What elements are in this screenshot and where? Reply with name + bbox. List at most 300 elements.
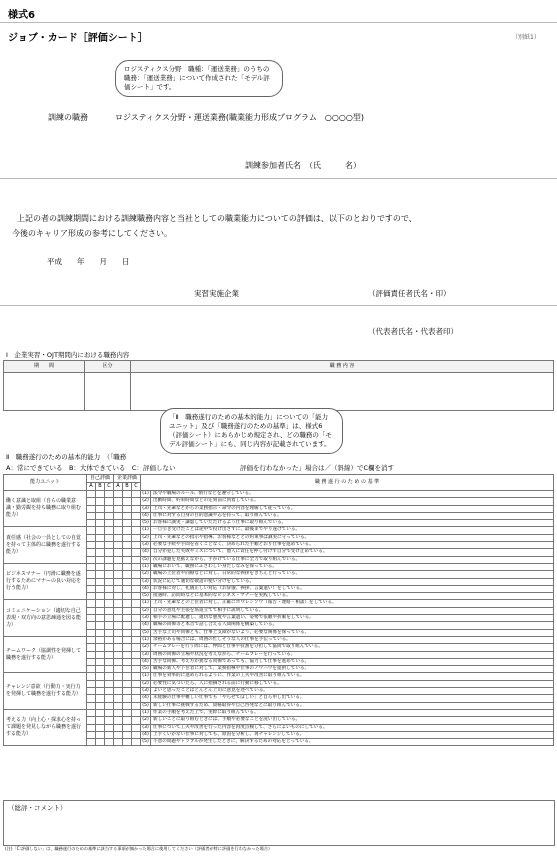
self-eval-cell[interactable]	[87, 695, 96, 702]
company-eval-cell[interactable]	[114, 615, 123, 622]
self-eval-cell[interactable]	[87, 542, 96, 549]
company-eval-cell[interactable]	[132, 651, 141, 658]
criteria-number: (2)	[142, 717, 149, 723]
company-eval-cell[interactable]	[123, 556, 132, 563]
self-eval-cell[interactable]	[96, 724, 105, 731]
self-b-header: B	[96, 483, 105, 491]
company-eval-cell[interactable]	[123, 651, 132, 658]
evaluation-scale: A：常にできている B：大体できている C：評価しない	[6, 464, 176, 472]
company-eval-cell[interactable]	[132, 607, 141, 614]
self-eval-cell[interactable]	[87, 636, 96, 643]
company-eval-cell[interactable]	[123, 724, 132, 731]
self-eval-cell[interactable]	[96, 688, 105, 695]
company-eval-cell[interactable]	[114, 505, 123, 512]
period-header: 期 間	[4, 361, 85, 373]
period-cell[interactable]	[4, 373, 85, 411]
self-eval-cell[interactable]	[105, 512, 114, 519]
table-row	[4, 629, 554, 636]
self-eval-cell[interactable]	[105, 731, 114, 738]
company-eval-cell[interactable]	[123, 520, 132, 527]
company-label: 実習実施企業	[194, 289, 239, 298]
criteria-number: (4)	[142, 549, 149, 555]
self-eval-cell[interactable]	[105, 563, 114, 570]
criteria-text: 仕事を効率的に進められるように、作業の工夫や改善に取り組んでいる。	[151, 673, 554, 680]
criteria-text: 仕事について工夫や改善を行った内容を再度点検して、さらによいものにしている。	[151, 724, 554, 731]
self-eval-cell[interactable]	[87, 571, 96, 578]
company-eval-cell[interactable]	[114, 629, 123, 636]
trainee-name-label: 訓練参加者氏名 （氏 名）	[245, 161, 361, 170]
table-row	[4, 520, 554, 527]
company-eval-cell[interactable]	[132, 498, 141, 505]
criteria-text: 状況に応じて適切な敬語の使い分けをしている。	[151, 578, 554, 585]
self-eval-cell[interactable]	[87, 549, 96, 556]
evaluator-label: （評価責任者氏名・印）	[368, 289, 451, 298]
self-eval-cell[interactable]	[87, 673, 96, 680]
job-label: 訓練の職務	[48, 113, 88, 122]
company-eval-cell[interactable]	[123, 673, 132, 680]
criteria-text: 仕事に対する自身の目的意識や志を持って、取り組んでいる。	[151, 512, 554, 519]
company-eval-cell[interactable]	[132, 731, 141, 738]
table-row	[4, 563, 554, 570]
self-eval-cell[interactable]	[105, 520, 114, 527]
self-eval-cell[interactable]	[96, 512, 105, 519]
criteria-number: (5)	[142, 520, 149, 526]
company-eval-cell[interactable]	[132, 658, 141, 665]
criteria-number: (2)	[142, 644, 149, 650]
company-eval-cell[interactable]	[132, 542, 141, 549]
company-eval-cell[interactable]	[132, 491, 141, 498]
company-eval-cell[interactable]	[114, 491, 123, 498]
self-eval-cell[interactable]	[96, 600, 105, 607]
section-2-instruction: 評価を行わなかった」場合は／（斜線）でC欄を消す	[240, 464, 395, 472]
self-eval-cell[interactable]	[96, 680, 105, 687]
company-eval-cell[interactable]	[114, 512, 123, 519]
company-eval-cell[interactable]	[114, 695, 123, 702]
table-row	[4, 644, 554, 651]
self-eval-cell[interactable]	[96, 658, 105, 665]
company-eval-cell[interactable]	[114, 556, 123, 563]
company-eval-cell[interactable]	[132, 556, 141, 563]
criteria-text: 職場の上位者や同僚などに対し、日常的な挨拶をきちんと行っている。	[151, 571, 554, 578]
criteria-number: (1)	[142, 636, 149, 642]
company-eval-cell[interactable]	[132, 644, 141, 651]
table-row	[4, 512, 554, 519]
job-value: ロジスティクス分野・運送業務(職業能力形成プログラム ○○○○型)	[115, 113, 364, 122]
table-row	[4, 542, 554, 549]
job-content-table	[3, 360, 554, 411]
company-eval-cell[interactable]	[123, 680, 132, 687]
criteria-text: 上手くいかない仕事に対しても、原因を分析し、再チャレンジしている。	[151, 731, 554, 738]
self-eval-cell[interactable]	[87, 724, 96, 731]
company-eval-cell[interactable]	[123, 702, 132, 709]
self-eval-cell[interactable]	[87, 593, 96, 600]
self-eval-cell[interactable]	[87, 520, 96, 527]
company-eval-cell[interactable]	[114, 709, 123, 716]
self-eval-cell[interactable]	[96, 615, 105, 622]
company-eval-cell[interactable]	[123, 644, 132, 651]
company-eval-cell[interactable]	[114, 527, 123, 534]
table-row	[4, 571, 554, 578]
self-eval-cell[interactable]	[105, 702, 114, 709]
company-eval-cell[interactable]	[123, 636, 132, 643]
self-eval-cell[interactable]	[96, 739, 105, 746]
criteria-number: (3)	[142, 578, 149, 584]
self-eval-cell[interactable]	[96, 556, 105, 563]
self-eval-cell[interactable]	[87, 644, 96, 651]
company-eval-cell[interactable]	[114, 563, 123, 570]
self-eval-cell[interactable]	[105, 607, 114, 614]
self-eval-cell[interactable]	[96, 607, 105, 614]
self-eval-header: 自己評価	[87, 475, 114, 483]
self-eval-cell[interactable]	[96, 527, 105, 534]
criteria-text: 上司・先輩などからの業務指示・命令の内容を理解して従っている。	[151, 505, 554, 512]
statement-line-1: 上記の者の訓練期間における訓練職務内容と当社としての職業能力についての評価は、以下のとおりですので、	[17, 214, 417, 223]
company-eval-cell[interactable]	[123, 695, 132, 702]
company-eval-cell[interactable]	[132, 709, 141, 716]
company-eval-cell[interactable]	[114, 644, 123, 651]
self-eval-cell[interactable]	[105, 534, 114, 541]
self-eval-cell[interactable]	[96, 644, 105, 651]
ability-unit-name: 考える力（向上心・探求心を持って課題を発見しながら職務を遂行する能力）	[4, 709, 87, 745]
self-eval-cell[interactable]	[87, 680, 96, 687]
company-eval-cell[interactable]	[132, 520, 141, 527]
self-eval-cell[interactable]	[96, 498, 105, 505]
company-eval-cell[interactable]	[114, 600, 123, 607]
criteria-header: 職 務 遂 行 の た め の 基 準	[141, 475, 554, 491]
self-eval-cell[interactable]	[96, 709, 105, 716]
table-row	[4, 680, 554, 687]
company-eval-cell[interactable]	[132, 534, 141, 541]
company-eval-cell[interactable]	[114, 534, 123, 541]
criteria-number: (1)	[142, 673, 149, 679]
company-eval-cell[interactable]	[123, 709, 132, 716]
page-title: ジョブ・カード［評価シート］	[8, 33, 148, 44]
criteria-number: (1)	[142, 563, 149, 569]
self-eval-cell[interactable]	[105, 527, 114, 534]
company-eval-cell[interactable]	[132, 695, 141, 702]
criteria-text: 未経験の仕事や難しい仕事でも「やらせてほしい」と自ら申し出ている。	[151, 695, 554, 702]
company-eval-cell[interactable]	[123, 563, 132, 570]
company-eval-cell[interactable]	[132, 563, 141, 570]
company-eval-cell[interactable]	[114, 688, 123, 695]
callout-model-sheet	[115, 60, 283, 97]
company-eval-cell[interactable]	[132, 571, 141, 578]
company-eval-cell[interactable]	[132, 629, 141, 636]
comment-box[interactable]	[3, 800, 555, 846]
company-eval-cell[interactable]	[123, 658, 132, 665]
callout-text: ロジスティクス分野 職種：「運送業務」のうちの職務：「運送業務」について作成された「モデル評価シート」です。	[124, 65, 270, 91]
company-eval-cell[interactable]	[123, 629, 132, 636]
self-eval-cell[interactable]	[105, 724, 114, 731]
self-eval-cell[interactable]	[105, 636, 114, 643]
self-eval-cell[interactable]	[105, 505, 114, 512]
criteria-text: 必要性に気づいたら、人に指摘される前に行動に移している。	[151, 680, 554, 687]
company-eval-cell[interactable]	[123, 549, 132, 556]
self-eval-cell[interactable]	[87, 709, 96, 716]
company-eval-cell[interactable]	[114, 542, 123, 549]
category-cell[interactable]	[85, 373, 131, 411]
criteria-text: 新しい仕事に挑戦するため、資格取得や自己啓発などに取り組んでいる。	[151, 702, 554, 709]
self-eval-cell[interactable]	[96, 622, 105, 629]
self-eval-cell[interactable]	[96, 593, 105, 600]
company-eval-cell[interactable]	[123, 512, 132, 519]
criteria-number: (1)	[142, 600, 149, 606]
company-eval-cell[interactable]	[132, 615, 141, 622]
self-eval-cell[interactable]	[96, 651, 105, 658]
self-eval-cell[interactable]	[87, 688, 96, 695]
table-row	[4, 739, 554, 746]
company-eval-cell[interactable]	[123, 571, 132, 578]
table-row	[4, 709, 554, 716]
company-eval-cell[interactable]	[132, 724, 141, 731]
company-eval-cell[interactable]	[132, 680, 141, 687]
company-eval-cell[interactable]	[123, 593, 132, 600]
company-eval-cell[interactable]	[123, 717, 132, 724]
company-eval-cell[interactable]	[123, 527, 132, 534]
company-eval-cell[interactable]	[132, 622, 141, 629]
company-eval-cell[interactable]	[132, 688, 141, 695]
table-row	[4, 666, 554, 673]
self-eval-cell[interactable]	[87, 615, 96, 622]
company-eval-cell[interactable]	[132, 739, 141, 746]
criteria-number: (5)	[142, 556, 149, 562]
company-eval-cell[interactable]	[114, 549, 123, 556]
self-eval-cell[interactable]	[96, 563, 105, 570]
company-eval-cell[interactable]	[123, 615, 132, 622]
self-eval-cell[interactable]	[87, 666, 96, 673]
self-eval-cell[interactable]	[87, 505, 96, 512]
self-eval-cell[interactable]	[105, 622, 114, 629]
company-eval-cell[interactable]	[123, 542, 132, 549]
company-eval-cell[interactable]	[132, 527, 141, 534]
company-eval-cell[interactable]	[123, 607, 132, 614]
self-eval-cell[interactable]	[105, 600, 114, 607]
self-eval-cell[interactable]	[87, 498, 96, 505]
table-row	[4, 717, 554, 724]
table-row	[4, 688, 554, 695]
table-row	[4, 622, 554, 629]
company-eval-cell[interactable]	[114, 607, 123, 614]
self-eval-cell[interactable]	[105, 578, 114, 585]
company-eval-cell[interactable]	[132, 600, 141, 607]
self-eval-cell[interactable]	[105, 680, 114, 687]
company-eval-cell[interactable]	[132, 593, 141, 600]
company-eval-cell[interactable]	[132, 578, 141, 585]
company-eval-cell[interactable]	[132, 505, 141, 512]
criteria-text: 自分の意見や主張を筋道立てて相手に説明している。	[151, 607, 554, 614]
company-eval-cell[interactable]	[114, 702, 123, 709]
company-eval-cell[interactable]	[132, 549, 141, 556]
criteria-text: 余裕がある場合には、周囲の忙しそうな人の仕事を手伝っている。	[151, 636, 554, 643]
self-eval-cell[interactable]	[105, 673, 114, 680]
self-eval-cell[interactable]	[96, 585, 105, 592]
self-eval-cell[interactable]	[105, 491, 114, 498]
self-eval-cell[interactable]	[87, 600, 96, 607]
company-eval-cell[interactable]	[114, 739, 123, 746]
self-eval-cell[interactable]	[96, 549, 105, 556]
self-eval-cell[interactable]	[105, 615, 114, 622]
company-eval-cell[interactable]	[132, 512, 141, 519]
company-eval-cell[interactable]	[114, 717, 123, 724]
criteria-number: (4)	[142, 585, 149, 591]
self-eval-cell[interactable]	[105, 666, 114, 673]
self-eval-cell[interactable]	[96, 542, 105, 549]
criteria-text: 接遇時、訪問時などに基本的なビジネス・マナーを実践している。	[151, 593, 554, 600]
criteria-number: (3)	[142, 542, 149, 548]
self-eval-cell[interactable]	[87, 578, 96, 585]
company-eval-cell[interactable]	[132, 702, 141, 709]
self-eval-cell[interactable]	[96, 731, 105, 738]
self-eval-cell[interactable]	[96, 534, 105, 541]
criteria-number: (5)	[142, 666, 149, 672]
table-row	[4, 527, 554, 534]
self-eval-cell[interactable]	[105, 717, 114, 724]
table-row	[4, 607, 554, 614]
company-eval-cell[interactable]	[114, 731, 123, 738]
self-eval-cell[interactable]	[87, 527, 96, 534]
ability-unit-name: 働く意識と取組（自らの職業意識・勤労観を持ち職務に取り組む能力）	[4, 491, 87, 527]
self-eval-cell[interactable]	[105, 629, 114, 636]
company-eval-cell[interactable]	[132, 717, 141, 724]
company-eval-cell[interactable]	[114, 636, 123, 643]
company-eval-cell[interactable]	[123, 578, 132, 585]
self-eval-cell[interactable]	[105, 498, 114, 505]
self-eval-cell[interactable]	[105, 549, 114, 556]
self-eval-cell[interactable]	[96, 520, 105, 527]
job-content-header: 職 務 内 容	[131, 361, 554, 373]
ability-unit-name: チームワーク（協調性を発揮して職務を遂行する能力）	[4, 636, 87, 672]
company-eval-cell[interactable]	[114, 593, 123, 600]
self-eval-cell[interactable]	[105, 739, 114, 746]
appendix-label: （別紙1）	[512, 34, 540, 41]
company-eval-cell[interactable]	[114, 658, 123, 665]
company-eval-cell[interactable]	[123, 585, 132, 592]
table-row	[4, 505, 554, 512]
self-eval-cell[interactable]	[105, 688, 114, 695]
company-eval-cell[interactable]	[123, 688, 132, 695]
self-eval-cell[interactable]	[87, 491, 96, 498]
company-eval-cell[interactable]	[123, 600, 132, 607]
self-eval-cell[interactable]	[105, 651, 114, 658]
self-eval-cell[interactable]	[96, 578, 105, 585]
self-eval-cell[interactable]	[87, 629, 96, 636]
table-row	[4, 615, 554, 622]
job-content-cell[interactable]	[131, 373, 554, 411]
company-eval-cell[interactable]	[123, 739, 132, 746]
self-eval-cell[interactable]	[105, 695, 114, 702]
criteria-number: (3)	[142, 724, 149, 730]
self-eval-cell[interactable]	[96, 717, 105, 724]
table-row	[4, 556, 554, 563]
self-eval-cell[interactable]	[87, 585, 96, 592]
self-eval-cell[interactable]	[87, 534, 96, 541]
category-header: 区分	[85, 361, 131, 373]
self-eval-cell[interactable]	[96, 636, 105, 643]
company-eval-cell[interactable]	[114, 651, 123, 658]
self-eval-cell[interactable]	[105, 644, 114, 651]
self-eval-cell[interactable]	[87, 651, 96, 658]
company-eval-cell[interactable]	[114, 520, 123, 527]
footnote: (注)「C:評価しない」は、職務遂行のための基準に該当する事項が無かった場合に使用してください（評価者が特に評価を行わなかった場合）	[5, 846, 273, 851]
self-eval-cell[interactable]	[96, 695, 105, 702]
self-eval-cell[interactable]	[87, 607, 96, 614]
company-eval-cell[interactable]	[132, 673, 141, 680]
comment-label: （総評・コメント）	[8, 804, 67, 812]
self-eval-cell[interactable]	[105, 658, 114, 665]
self-eval-cell[interactable]	[96, 666, 105, 673]
criteria-number: (3)	[142, 505, 149, 511]
self-eval-cell[interactable]	[96, 491, 105, 498]
self-eval-cell[interactable]	[87, 563, 96, 570]
self-eval-cell[interactable]	[87, 512, 96, 519]
company-eval-cell[interactable]	[123, 622, 132, 629]
company-eval-cell[interactable]	[114, 673, 123, 680]
self-eval-cell[interactable]	[105, 571, 114, 578]
section-1-title: Ⅰ 企業実習・OJT期間内における職務内容	[6, 351, 130, 359]
company-eval-cell[interactable]	[132, 666, 141, 673]
self-eval-cell[interactable]	[105, 593, 114, 600]
criteria-number: (3)	[142, 615, 149, 621]
self-eval-cell[interactable]	[87, 556, 96, 563]
company-eval-cell[interactable]	[123, 491, 132, 498]
table-row	[4, 549, 554, 556]
self-eval-cell[interactable]	[96, 571, 105, 578]
criteria-number: (3)	[142, 651, 149, 657]
company-eval-cell[interactable]	[123, 534, 132, 541]
company-eval-cell[interactable]	[114, 571, 123, 578]
table-row	[4, 673, 554, 680]
self-eval-cell[interactable]	[105, 542, 114, 549]
company-eval-cell[interactable]	[114, 666, 123, 673]
self-eval-cell[interactable]	[96, 505, 105, 512]
self-eval-cell[interactable]	[87, 731, 96, 738]
self-eval-cell[interactable]	[87, 717, 96, 724]
company-c-header: C	[132, 483, 141, 491]
self-eval-cell[interactable]	[87, 622, 96, 629]
table-row	[4, 731, 554, 738]
company-eval-cell[interactable]	[114, 724, 123, 731]
self-eval-cell[interactable]	[105, 585, 114, 592]
company-eval-cell[interactable]	[132, 585, 141, 592]
criteria-text: 上司・先輩などの指示や指導、お客様などとの約束事は誠実に守っている。	[151, 534, 554, 541]
company-eval-cell[interactable]	[114, 680, 123, 687]
company-eval-cell[interactable]	[123, 666, 132, 673]
company-eval-cell[interactable]	[114, 498, 123, 505]
criteria-text: 一旦引き受けたことは途中で投げ出さずに、最後までやり遂げている。	[151, 527, 554, 534]
company-eval-cell[interactable]	[123, 731, 132, 738]
criteria-text: お客様に誠実・謙虚していただけるよう仕事に取り組んでいる。	[151, 520, 554, 527]
form-number: 様式6	[8, 10, 35, 21]
ability-unit-name: チャレンジ意欲（行動力・実行力を発揮して職務を遂行する能力）	[4, 673, 87, 709]
self-eval-cell[interactable]	[96, 702, 105, 709]
company-eval-cell[interactable]	[114, 622, 123, 629]
company-eval-cell[interactable]	[123, 498, 132, 505]
company-eval-cell[interactable]	[132, 636, 141, 643]
company-eval-cell[interactable]	[123, 505, 132, 512]
company-eval-cell[interactable]	[114, 585, 123, 592]
self-eval-cell[interactable]	[87, 739, 96, 746]
table-row	[4, 534, 554, 541]
self-eval-cell[interactable]	[87, 702, 96, 709]
section-2-title: Ⅱ 職務遂行のための基本的能力 （「職務	[6, 453, 127, 461]
self-eval-cell[interactable]	[87, 658, 96, 665]
self-eval-cell[interactable]	[96, 673, 105, 680]
self-eval-cell[interactable]	[105, 556, 114, 563]
company-eval-cell[interactable]	[114, 578, 123, 585]
self-eval-cell[interactable]	[96, 629, 105, 636]
self-eval-cell[interactable]	[105, 709, 114, 716]
criteria-number: (5)	[142, 739, 149, 745]
